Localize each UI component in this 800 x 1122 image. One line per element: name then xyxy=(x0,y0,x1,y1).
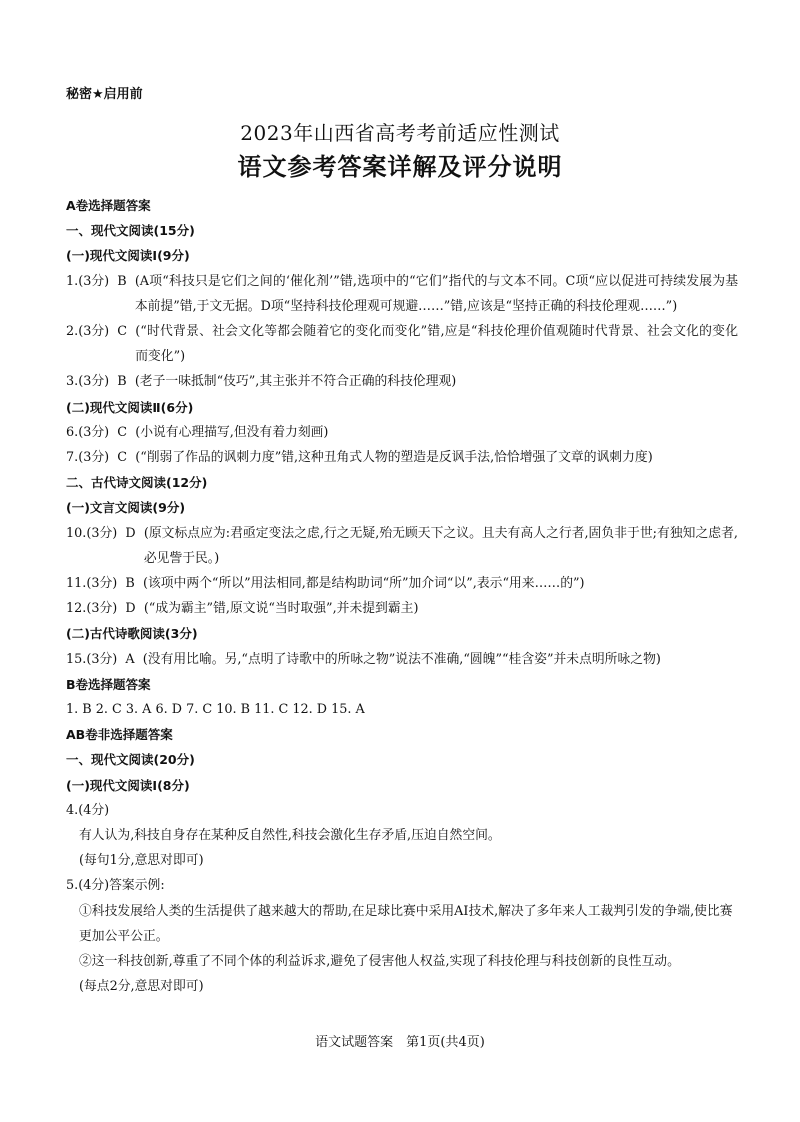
answer-item xyxy=(66,647,738,672)
answer-text: (每句1分,意思对即可) xyxy=(79,853,204,869)
answer-line: 5.(4分)答案示例: xyxy=(66,878,165,894)
answer-number: 10.(3分) D xyxy=(66,525,144,541)
answer-line: 4.(4分) xyxy=(66,802,110,818)
answer-item xyxy=(66,445,738,470)
answer-item xyxy=(66,269,738,319)
answer-explanation: (老子一味抵制“伎巧”,其主张并不符合正确的科技伦理观) xyxy=(134,374,457,390)
section-heading: AB卷非选择题答案 xyxy=(66,727,173,743)
answer-explanation: (该项中两个“所以”用法相同,都是结构助词“所”加介词“以”,表示“用来……的”) xyxy=(142,576,585,592)
answer-number: 3.(3分) B xyxy=(66,374,135,390)
answer-explanation: (“削弱了作品的讽刺力度”错,这种丑角式人物的塑造是反讽手法,恰恰增强了文章的讽刺力度) xyxy=(135,450,653,466)
answer-item xyxy=(66,596,738,621)
answer-explanation: (小说有心理描写,但没有着力刻画) xyxy=(135,424,329,440)
answer-number: 6.(3分) C xyxy=(66,424,136,440)
answer-number: 2.(3分) C xyxy=(66,324,136,340)
answer-text: ②这一科技创新,尊重了不同个体的利益诉求,避免了侵害他人权益,实现了科技伦理与科技创新的良性互动。 xyxy=(79,954,680,970)
answer-number: 11.(3分) B xyxy=(66,576,143,592)
section-heading: 一、现代文阅读(15分) xyxy=(66,223,195,239)
answer-item xyxy=(66,571,738,596)
answer-explanation: (原文标点应为:君亟定变法之虑,行之无疑,殆无顾天下之议。且夫有高人之行者,固负非于世;有独知之虑者,必见訾于民。) xyxy=(143,525,738,566)
answer-number: 1.(3分) B xyxy=(66,273,135,289)
section-heading: (一)现代文阅读Ⅰ(8分) xyxy=(66,777,190,793)
answer-explanation: (A项“科技只是它们之间的‘催化剂’”错,选项中的“它们”指代的与文本不同。C项“应以促进可持续发展为基本前提”错,于文无据。D项“坚持科技伦理观可规避……”错,应该是“坚持正确的科技伦理观……”) xyxy=(134,273,738,314)
section-heading: (一)现代文阅读Ⅰ(9分) xyxy=(66,248,190,264)
answer-number: 7.(3分) C xyxy=(66,450,136,466)
section-heading: (二)古代诗歌阅读(3分) xyxy=(66,626,198,642)
answer-explanation: (“时代背景、社会文化等都会随着它的变化而变化”错,应是“科技伦理价值观随时代背景、社会文化的变化而变化”) xyxy=(135,324,738,365)
answer-content xyxy=(66,193,738,1000)
answer-item xyxy=(66,521,738,571)
answer-line: 1. B 2. C 3. A 6. D 7. C 10. B 11. C 12. D 15. A xyxy=(66,702,365,718)
answer-number: 12.(3分) D xyxy=(66,601,144,617)
page-footer: 语文试题答案 第1页(共4页) xyxy=(315,1035,485,1050)
answer-item xyxy=(66,420,738,445)
answer-number: 15.(3分) A xyxy=(66,651,143,667)
answer-text: (每点2分,意思对即可) xyxy=(79,979,204,995)
answer-explanation: (没有用比喻。另,“点明了诗歌中的所咏之物”说法不准确,“圆魄”“桂含姿”并未点明所咏之物) xyxy=(142,651,661,667)
answer-text: ①科技发展给人类的生活提供了越来越大的帮助,在足球比赛中采用AI技术,解决了多年来人工裁判引发的争端,使比赛更加公平公正。 xyxy=(79,903,733,944)
section-heading: B卷选择题答案 xyxy=(66,676,151,692)
document-subtitle: 语文参考答案详解及评分说明 xyxy=(237,153,563,181)
section-heading: (二)现代文阅读Ⅱ(6分) xyxy=(66,399,194,415)
answer-item xyxy=(66,369,738,394)
answer-text: 有人认为,科技自身存在某种反自然性,科技会激化生存矛盾,压迫自然空间。 xyxy=(79,828,501,844)
section-heading: A卷选择题答案 xyxy=(66,198,151,213)
section-heading: (一)文言文阅读(9分) xyxy=(66,500,186,516)
confidential-label: 秘密★启用前 xyxy=(66,87,143,102)
section-heading: 一、现代文阅读(20分) xyxy=(66,752,195,768)
section-heading: 二、古代诗文阅读(12分) xyxy=(66,475,208,491)
answer-explanation: (“成为霸主”错,原文说“当时取强”,并未提到霸主) xyxy=(143,601,419,617)
exam-title: 2023年山西省高考考前适应性测试 xyxy=(240,121,560,145)
answer-item xyxy=(66,319,738,369)
